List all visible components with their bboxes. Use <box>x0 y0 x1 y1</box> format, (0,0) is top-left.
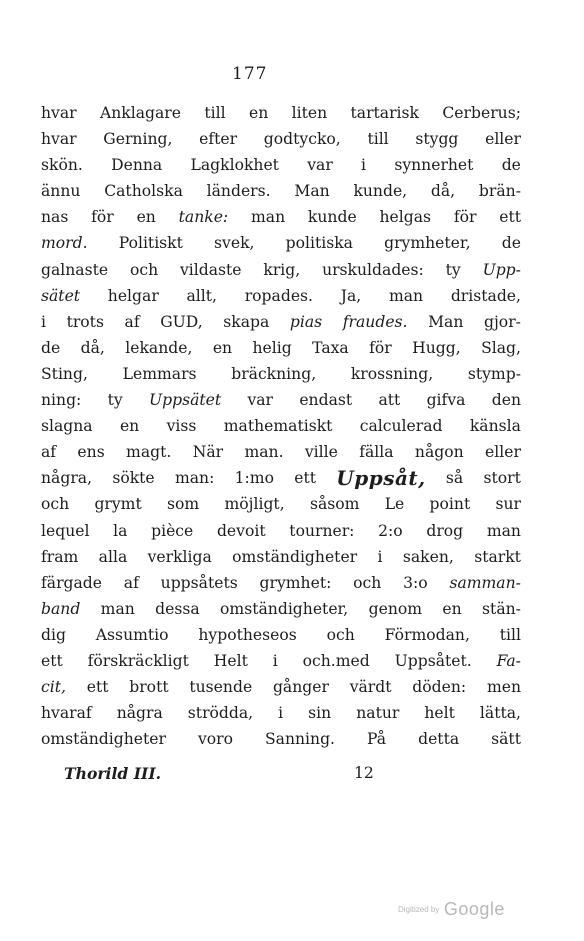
text-line <box>41 100 521 126</box>
word: tanke: <box>178 208 229 227</box>
word: politiska <box>285 234 353 253</box>
word: känsla <box>469 417 521 436</box>
word: Assumtio <box>95 625 169 644</box>
word: GUD, <box>160 312 203 331</box>
word: viss <box>166 417 197 436</box>
word: man <box>486 521 521 540</box>
text-line <box>41 674 521 700</box>
word: detta <box>418 730 460 749</box>
word: liten <box>291 104 328 122</box>
word: galnaste <box>41 260 109 279</box>
word: en <box>442 599 462 618</box>
word: såsom <box>309 495 360 514</box>
word: strödda, <box>187 704 254 723</box>
word: synnerhet <box>394 156 474 175</box>
text-line <box>41 178 521 204</box>
word: ens <box>77 443 105 462</box>
word: men <box>486 678 521 697</box>
word: verkliga <box>147 547 212 566</box>
word: någon <box>414 443 464 462</box>
word: pièce <box>151 521 194 540</box>
text-line <box>41 570 521 596</box>
word: och <box>129 260 159 279</box>
word: tourner: <box>289 521 355 540</box>
word: man. <box>244 443 284 462</box>
text-line <box>41 596 521 622</box>
word: Politiskt <box>118 234 183 253</box>
text-line <box>41 518 521 544</box>
signature-mark: Thorild III. <box>64 764 162 783</box>
word: Man <box>294 182 330 201</box>
word: skön. <box>41 156 83 175</box>
word: gjor- <box>483 312 521 331</box>
word: lequel <box>41 521 90 540</box>
word: som <box>167 495 200 514</box>
word: en <box>212 338 233 357</box>
word: Lagklokhet <box>190 156 279 175</box>
word: hvar <box>41 130 77 149</box>
word: dessa <box>155 599 200 618</box>
word: en <box>136 208 156 227</box>
word: Gerning, <box>103 130 173 149</box>
word: grymt <box>94 495 142 514</box>
word: omständigheter <box>41 730 166 749</box>
word: band <box>41 599 81 618</box>
word: genom <box>368 599 423 618</box>
word: en <box>119 417 140 436</box>
word: tartarisk <box>350 104 419 122</box>
word: Förmodan, <box>384 625 470 644</box>
word: eller <box>485 443 521 462</box>
word: eller <box>485 130 521 149</box>
word: cit, <box>41 678 66 697</box>
word: ville <box>304 443 338 462</box>
word: Uppsätet <box>148 391 222 410</box>
word: de <box>41 338 61 357</box>
word: dig <box>41 625 66 644</box>
word: till <box>204 104 226 122</box>
word: ty <box>445 260 461 279</box>
word: för <box>453 208 477 227</box>
word: i <box>377 547 383 566</box>
word: gånger <box>272 678 329 697</box>
word: sur <box>495 495 521 514</box>
word: omständigheter <box>232 547 358 566</box>
word: att <box>378 391 401 410</box>
word: brän- <box>478 182 521 201</box>
word: i <box>361 156 367 175</box>
word: Fa- <box>496 651 521 670</box>
text-line <box>41 726 521 752</box>
word: hvar <box>41 104 77 122</box>
word: färgade <box>41 573 103 592</box>
word: de <box>501 156 521 175</box>
word: döden: <box>412 678 467 697</box>
word: sätet <box>41 286 81 305</box>
word: nas <box>41 208 69 227</box>
text-line <box>41 413 521 439</box>
text-line <box>41 283 521 309</box>
word: man: <box>174 469 215 488</box>
word: stort <box>483 469 521 488</box>
word: Sanning. <box>264 730 336 749</box>
text-line <box>41 152 521 178</box>
word: krossning, <box>350 364 434 383</box>
word: Anklagare <box>99 104 181 122</box>
word: en <box>248 104 269 122</box>
word: värdt <box>349 678 392 697</box>
word: förskräckligt <box>87 651 189 670</box>
word: Hugg, <box>412 338 461 357</box>
word: Sting, <box>41 364 88 383</box>
word: ett <box>41 651 63 670</box>
word: och <box>41 495 70 514</box>
word: saken, <box>402 547 454 566</box>
word: drog <box>426 521 464 540</box>
word: pias <box>289 312 323 331</box>
page-number: 177 <box>232 64 268 84</box>
word: stymp- <box>467 364 521 383</box>
signature-number: 12 <box>354 764 374 782</box>
word: Uppsåtet. <box>394 651 472 670</box>
word: man <box>388 286 424 305</box>
word: i <box>272 651 278 670</box>
word: och <box>353 573 382 592</box>
word: stän- <box>482 599 521 618</box>
word: helgar <box>107 286 159 305</box>
word: 3:o <box>403 573 428 592</box>
word: slagna <box>41 417 93 436</box>
word: Le <box>384 495 405 514</box>
word: sökte <box>112 469 155 488</box>
word: för <box>91 208 114 227</box>
text-line <box>41 335 521 361</box>
word: då, <box>430 182 456 201</box>
word: var <box>307 156 333 175</box>
word: bräckning, <box>231 364 317 383</box>
word: hypotheseos <box>198 625 297 644</box>
word: Lemmars <box>122 364 197 383</box>
word: point <box>429 495 471 514</box>
word: helgas <box>379 208 432 227</box>
word: efter <box>199 130 238 149</box>
word: starkt <box>474 547 521 566</box>
word: endast <box>299 391 353 410</box>
word: till <box>367 130 389 149</box>
word: mathematiskt <box>223 417 333 436</box>
word: ett <box>294 469 317 488</box>
word: urskuldades: <box>322 260 424 279</box>
word: af <box>41 443 57 462</box>
text-line <box>41 387 521 413</box>
word: Cerberus; <box>442 104 521 122</box>
word: länders. <box>206 182 271 201</box>
word: När <box>192 443 224 462</box>
word: var <box>247 391 274 410</box>
word: i <box>41 312 46 331</box>
word: fälla <box>359 443 394 462</box>
word: 1:mo <box>234 469 274 488</box>
word: några, <box>41 469 93 488</box>
word: för <box>369 338 392 357</box>
text-line <box>41 257 521 283</box>
word: Upp- <box>482 260 521 279</box>
word: grymhet: <box>259 573 332 592</box>
word: af <box>124 312 140 331</box>
word: lekande, <box>125 338 193 357</box>
text-block <box>41 100 521 752</box>
word: fram <box>41 547 79 566</box>
text-line <box>41 204 521 230</box>
word: man <box>250 208 286 227</box>
watermark-prefix: Digitized by <box>398 905 440 914</box>
word: vildaste <box>179 260 242 279</box>
text-line <box>41 439 521 465</box>
word: möjligt, <box>224 495 285 514</box>
text-line <box>41 622 521 648</box>
text-line <box>41 544 521 570</box>
word: Ja, <box>340 286 362 305</box>
word: Slag, <box>481 338 521 357</box>
word: allt, <box>186 286 217 305</box>
word: Helt <box>213 651 248 670</box>
word: af <box>123 573 139 592</box>
word: grymheter, <box>384 234 471 253</box>
word: magt. <box>126 443 172 462</box>
word: hvaraf <box>41 704 92 723</box>
word: godtycko, <box>263 130 341 149</box>
word: uppsåtets <box>160 573 238 592</box>
text-line <box>41 361 521 387</box>
word: så <box>445 469 464 488</box>
word: ning: <box>41 391 82 410</box>
word: calculerad <box>359 417 443 436</box>
text-line <box>41 230 521 256</box>
word: lätta, <box>479 704 521 723</box>
word: omständigheter, <box>220 599 349 618</box>
word: i <box>278 704 284 723</box>
word: la <box>113 521 128 540</box>
word: de <box>501 234 521 253</box>
word: då, <box>80 338 105 357</box>
word: brott <box>129 678 169 697</box>
text-line <box>41 648 521 674</box>
word: samman- <box>449 573 521 592</box>
word: voro <box>197 730 233 749</box>
digitized-watermark <box>398 899 505 920</box>
word: natur <box>356 704 400 723</box>
text-line <box>41 465 521 491</box>
word: stygg <box>415 130 459 149</box>
text-line <box>41 491 521 517</box>
word: och <box>326 625 355 644</box>
word: Man <box>428 312 464 331</box>
word: På <box>367 730 387 749</box>
word: skapa <box>223 312 270 331</box>
text-line <box>41 309 521 335</box>
word: och.med <box>302 651 370 670</box>
word: gifva <box>426 391 466 410</box>
word: dristade, <box>450 286 521 305</box>
word: den <box>491 391 521 410</box>
google-logo: Google <box>443 899 505 919</box>
word: Catholska <box>104 182 183 201</box>
word: man <box>100 599 135 618</box>
word: fraudes. <box>342 312 408 331</box>
word: till <box>499 625 521 644</box>
word: ropades. <box>244 286 314 305</box>
word: ty <box>107 391 123 410</box>
word: Uppsåt, <box>336 466 426 491</box>
word: trots <box>66 312 104 331</box>
word: alla <box>98 547 128 566</box>
word: sin <box>308 704 332 723</box>
word: några <box>116 704 163 723</box>
word: kunde <box>307 208 357 227</box>
word: tusende <box>189 678 253 697</box>
word: devoit <box>216 521 266 540</box>
word: sätt <box>491 730 521 749</box>
word: ett <box>86 678 109 697</box>
word: ett <box>499 208 521 227</box>
word: svek, <box>214 234 255 253</box>
signature-line <box>64 764 384 783</box>
word: helig <box>252 338 292 357</box>
word: mord. <box>41 234 88 253</box>
word: Taxa <box>312 338 349 357</box>
word: ännu <box>41 182 81 201</box>
text-line <box>41 700 521 726</box>
word: krig, <box>263 260 301 279</box>
word: helt <box>424 704 455 723</box>
text-line <box>41 126 521 152</box>
word: kunde, <box>353 182 408 201</box>
word: 2:o <box>378 521 403 540</box>
word: Denna <box>111 156 163 175</box>
